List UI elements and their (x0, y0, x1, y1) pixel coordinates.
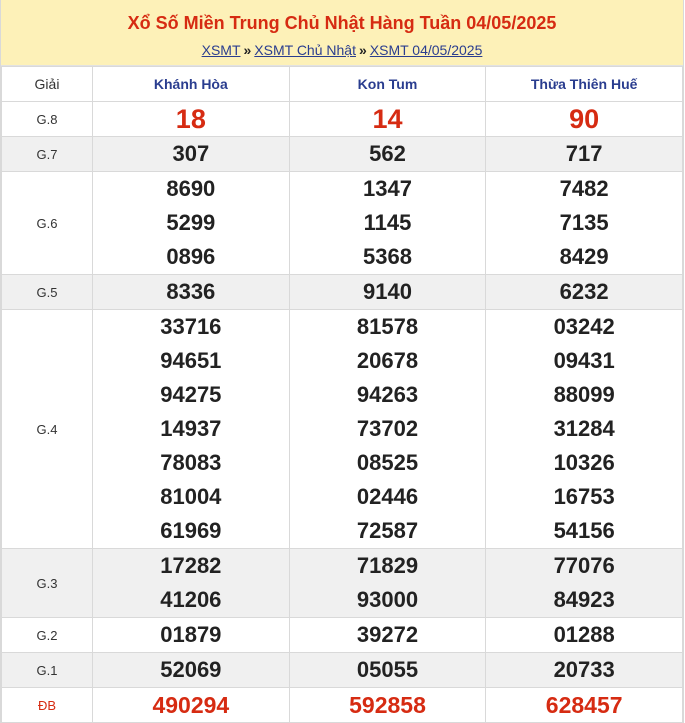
prize-cell (486, 618, 683, 653)
result-number: 7135 (559, 210, 609, 235)
prize-cell (486, 137, 683, 172)
prize-cell (289, 310, 486, 549)
result-number: 20733 (553, 657, 615, 682)
result-number: 54156 (553, 518, 615, 543)
result-number: 01288 (553, 622, 615, 647)
prize-label: G.7 (2, 137, 93, 172)
breadcrumb-link-xsmt-chu-nhat[interactable]: XSMT Chủ Nhật (254, 42, 356, 58)
prize-label: G.1 (2, 653, 93, 688)
prize-cell (486, 549, 683, 618)
prize-label: G.2 (2, 618, 93, 653)
page-title: Xổ Số Miền Trung Chủ Nhật Hàng Tuần 04/05/2025 (127, 13, 557, 33)
result-number: 08525 (356, 450, 419, 475)
result-number: 33716 (160, 314, 222, 339)
result-number: 39272 (356, 622, 419, 647)
breadcrumb-link-xsmt-date[interactable]: XSMT 04/05/2025 (369, 42, 483, 58)
prize-cell (289, 549, 486, 618)
prize-cell (486, 172, 683, 275)
prize-label: G.3 (2, 549, 93, 618)
results-header (1, 0, 683, 66)
prize-label: G.5 (2, 275, 93, 310)
result-number: 01879 (160, 622, 222, 647)
result-number: 10326 (553, 450, 615, 475)
column-header-province: Khánh Hòa (93, 67, 290, 102)
result-number: 03242 (553, 314, 615, 339)
prize-cell (486, 310, 683, 549)
column-header-giai: Giải (2, 67, 93, 102)
prize-label: ĐB (2, 688, 93, 723)
table-row (2, 618, 683, 653)
result-number: 5368 (363, 244, 412, 269)
result-number: 8429 (559, 244, 609, 269)
result-number: 94651 (160, 348, 222, 373)
prize-cell (289, 102, 486, 137)
prize-cell (93, 549, 290, 618)
result-number: 14 (372, 104, 403, 134)
table-row (2, 688, 683, 723)
table-row (2, 310, 683, 549)
prize-cell (486, 653, 683, 688)
breadcrumb (1, 41, 683, 59)
result-number: 72587 (356, 518, 419, 543)
result-number: 61969 (160, 518, 222, 543)
result-number: 81004 (160, 484, 222, 509)
result-number: 81578 (356, 314, 419, 339)
result-number: 94275 (160, 382, 222, 407)
prize-cell (93, 172, 290, 275)
result-number: 592858 (349, 692, 426, 718)
table-row (2, 275, 683, 310)
result-number: 307 (172, 141, 210, 166)
prize-cell (289, 653, 486, 688)
prize-cell (93, 688, 290, 723)
result-number: 73702 (356, 416, 419, 441)
prize-cell (289, 275, 486, 310)
result-number: 490294 (152, 692, 230, 718)
prize-cell (93, 102, 290, 137)
result-number: 94263 (356, 382, 419, 407)
prize-cell (93, 653, 290, 688)
prize-cell (93, 618, 290, 653)
prize-label: G.6 (2, 172, 93, 275)
result-number: 90 (569, 104, 600, 134)
prize-cell (93, 275, 290, 310)
result-number: 5299 (166, 210, 216, 235)
result-number: 628457 (545, 692, 623, 718)
result-number: 88099 (553, 382, 615, 407)
prize-cell (289, 688, 486, 723)
result-number: 562 (369, 141, 406, 166)
result-number: 0896 (166, 244, 216, 269)
result-number: 8336 (166, 279, 216, 304)
result-number: 71829 (356, 553, 419, 578)
table-header-row (2, 67, 683, 102)
prize-cell (289, 172, 486, 275)
table-row (2, 137, 683, 172)
result-number: 78083 (160, 450, 222, 475)
result-number: 717 (565, 141, 603, 166)
prize-label: G.4 (2, 310, 93, 549)
prize-cell (289, 618, 486, 653)
result-number: 7482 (559, 176, 609, 201)
prize-cell (93, 137, 290, 172)
breadcrumb-link-xsmt[interactable]: XSMT (201, 42, 241, 58)
prize-cell (486, 275, 683, 310)
result-number: 8690 (166, 176, 216, 201)
table-row (2, 653, 683, 688)
result-number: 14937 (160, 416, 222, 441)
table-row (2, 549, 683, 618)
column-header-province: Thừa Thiên Huế (486, 67, 683, 102)
breadcrumb-separator: » (358, 42, 367, 58)
result-number: 02446 (356, 484, 419, 509)
results-table-body (2, 102, 683, 723)
result-number: 9140 (363, 279, 412, 304)
prize-cell (93, 310, 290, 549)
result-number: 77076 (553, 553, 615, 578)
result-number: 1145 (363, 210, 412, 235)
prize-cell (486, 688, 683, 723)
result-number: 18 (175, 104, 206, 134)
prize-cell (486, 102, 683, 137)
prize-label: G.8 (2, 102, 93, 137)
result-number: 09431 (553, 348, 615, 373)
result-number: 16753 (553, 484, 615, 509)
table-row (2, 102, 683, 137)
result-number: 1347 (363, 176, 412, 201)
result-number: 52069 (160, 657, 222, 682)
result-number: 6232 (559, 279, 609, 304)
result-number: 84923 (553, 587, 615, 612)
result-number: 05055 (356, 657, 419, 682)
result-number: 31284 (553, 416, 615, 441)
table-row (2, 172, 683, 275)
result-number: 20678 (356, 348, 419, 373)
result-number: 93000 (356, 587, 419, 612)
column-header-province: Kon Tum (289, 67, 486, 102)
prize-cell (289, 137, 486, 172)
results-table (1, 66, 683, 723)
result-number: 41206 (160, 587, 222, 612)
breadcrumb-separator: » (243, 42, 252, 58)
result-number: 17282 (160, 553, 222, 578)
